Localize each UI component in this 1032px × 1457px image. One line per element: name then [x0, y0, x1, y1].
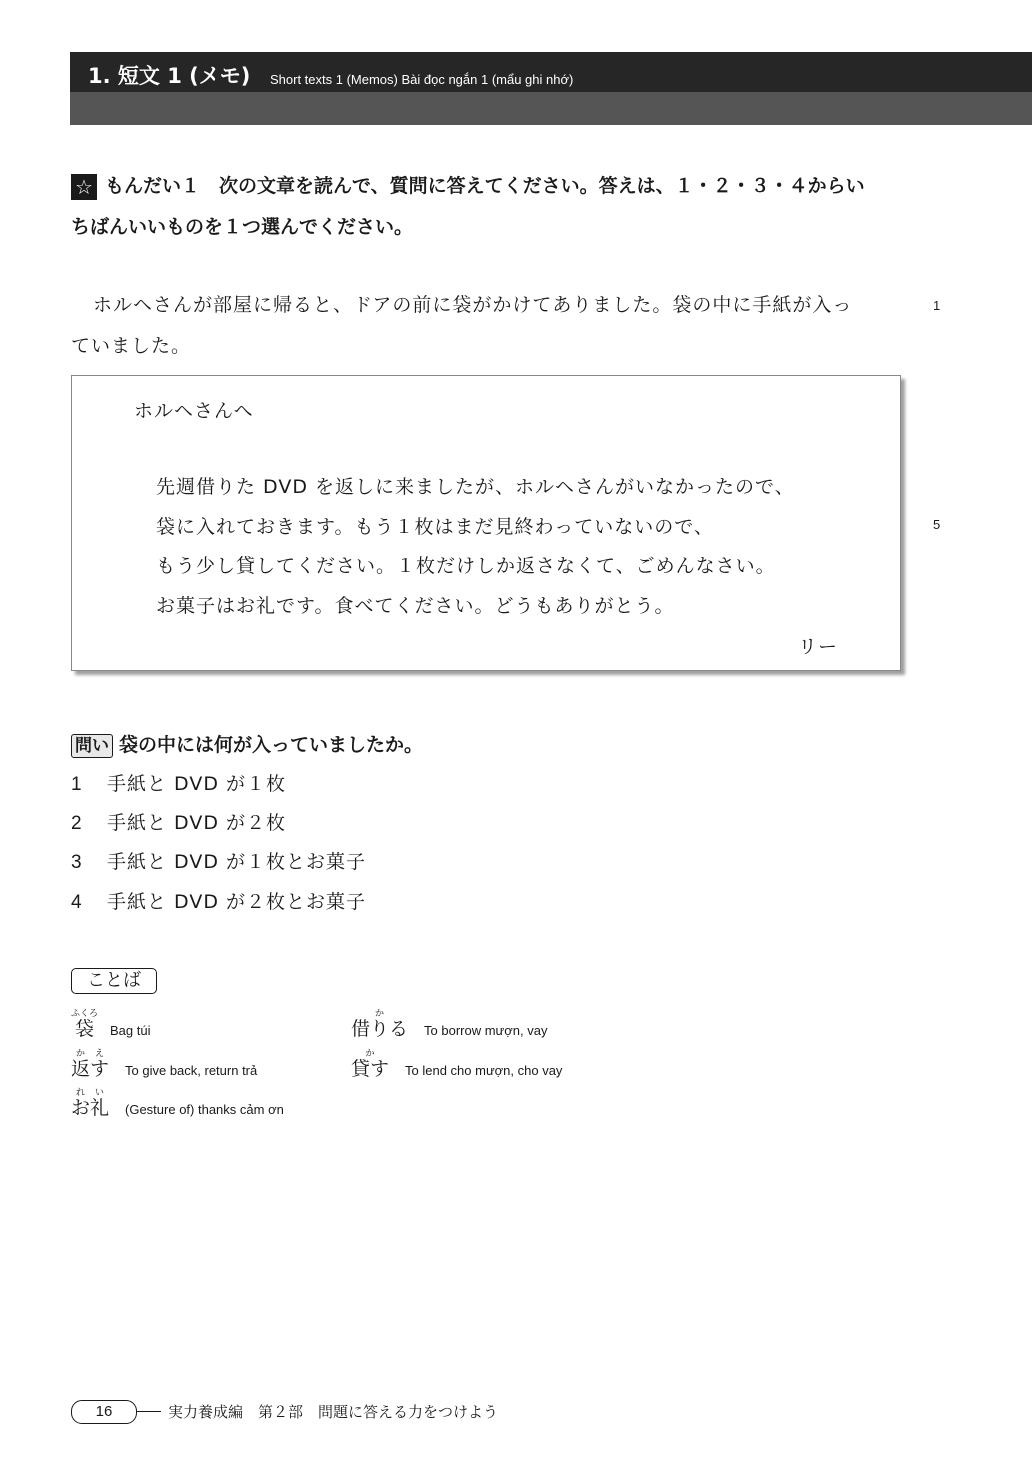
question-instruction — [71, 172, 951, 200]
vocab-item — [71, 1049, 257, 1081]
memo-line-2: 袋に入れておきます。もう１枚はまだ見終わっていないので、 — [156, 516, 714, 538]
vocab-ruby: れい — [71, 1088, 110, 1098]
footer-divider — [137, 1411, 161, 1412]
footer-text: 実力養成編 第２部 問題に答える力をつけよう — [168, 1403, 499, 1421]
passage-line-2: ていました。 — [71, 335, 192, 357]
answer-option-2[interactable] — [71, 808, 286, 835]
toi-text: 袋の中には何が入っていましたか。 — [119, 734, 424, 756]
vocab-gloss: (Gesture of) thanks cảm ơn — [125, 1102, 284, 1117]
vocab-item — [71, 1088, 284, 1120]
section-subtitle: Short texts 1 (Memos) Bài đọc ngắn 1 (mẩu ghi nhớ) — [270, 72, 574, 87]
vocab-item — [351, 1049, 562, 1081]
memo-line-1: 先週借りた DVD を返しに来ましたが、ホルヘさんがいなかったので、 — [156, 476, 795, 498]
vocab-gloss: To borrow mượn, vay — [424, 1023, 548, 1038]
header-band-gray — [70, 92, 1032, 125]
option-text: 手紙と DVD が２枚 — [107, 812, 287, 834]
option-text: 手紙と DVD が１枚とお菓子 — [107, 851, 367, 873]
page-number: 16 — [71, 1400, 137, 1424]
answer-option-1[interactable] — [71, 769, 286, 796]
option-number: 2 — [71, 813, 83, 834]
vocab-gloss: Bag túi — [110, 1023, 151, 1038]
toi-label: 問い — [71, 734, 113, 758]
vocab-ruby: かえ — [71, 1049, 110, 1059]
memo-line-3: もう少し貸してください。１枚だけしか返さなくて、ごめんなさい。 — [156, 555, 776, 577]
vocab-word: 袋 — [71, 1018, 99, 1040]
vocab-word: お礼 — [71, 1097, 110, 1119]
section-title: 1. 短文 1 (メモ) — [88, 64, 251, 88]
vocab-label: ことば — [71, 968, 157, 994]
option-number: 1 — [71, 774, 83, 795]
option-text: 手紙と DVD が２枚とお菓子 — [107, 891, 367, 913]
memo-line-4: お菓子はお礼です。食べてください。どうもありがとう。 — [156, 595, 675, 617]
sub-question — [71, 730, 423, 758]
vocab-ruby: か — [351, 1009, 409, 1019]
option-number: 3 — [71, 852, 83, 873]
question-line-2: ちばんいいものを１つ選んでください。 — [71, 216, 414, 238]
vocab-word: 貸す — [351, 1058, 390, 1080]
memo-greeting: ホルヘさんへ — [134, 400, 254, 422]
option-number: 4 — [71, 892, 83, 913]
vocab-word: 借りる — [351, 1018, 409, 1040]
passage-line-1: ホルヘさんが部屋に帰ると、ドアの前に袋がかけてありました。袋の中に手紙が入っ — [93, 294, 853, 316]
line-number-1: 1 — [933, 298, 941, 313]
section-header — [70, 52, 1032, 125]
star-icon: ☆ — [71, 174, 97, 200]
vocab-ruby: ふくろ — [71, 1009, 99, 1019]
vocab-word: 返す — [71, 1058, 110, 1080]
vocab-item — [71, 1009, 151, 1041]
vocab-item — [351, 1009, 547, 1041]
memo-signature: リー — [798, 636, 839, 658]
vocab-gloss: To lend cho mượn, cho vay — [405, 1063, 563, 1078]
memo-box — [71, 375, 901, 671]
vocab-gloss: To give back, return trả — [125, 1063, 258, 1078]
question-line-1: もんだい１ 次の文章を読んで、質問に答えてください。答えは、１・２・３・４からい — [105, 175, 865, 197]
vocab-ruby: か — [351, 1049, 390, 1059]
option-text: 手紙と DVD が１枚 — [107, 773, 287, 795]
answer-option-4[interactable] — [71, 887, 366, 914]
line-number-5: 5 — [933, 517, 941, 532]
answer-option-3[interactable] — [71, 847, 366, 874]
